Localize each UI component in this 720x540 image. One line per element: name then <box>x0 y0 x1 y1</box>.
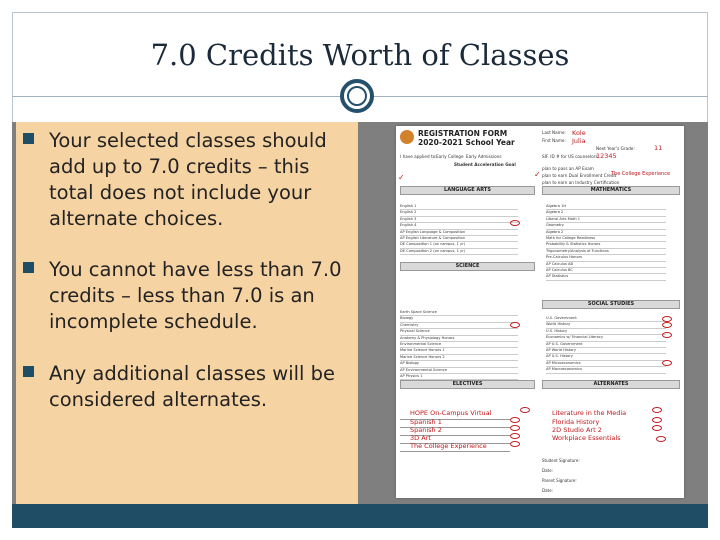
elective-line: The College Experience <box>410 442 487 450</box>
bullet-text: You cannot have less than 7.0 credits – less than 7.0 is an incomplete schedule. <box>49 258 342 333</box>
bullet-text: Your selected classes should add up to 7.0 credits – this total does not include your alternate choices. <box>49 129 327 230</box>
parent-signature-label: Parent Signature: <box>542 478 577 483</box>
list-item: AP English Language & Composition <box>400 230 518 236</box>
ring-ornament-icon <box>340 79 374 113</box>
answer-line <box>400 451 510 452</box>
acceleration-goal: Student Acceleration Goal <box>454 162 516 167</box>
circled-mark-icon <box>656 436 666 442</box>
plan-ap: plan to pass an AP Exam <box>542 166 594 171</box>
elective-line: Spanish 2 <box>410 426 442 434</box>
elective-line: 3D Art <box>410 434 431 442</box>
early-admissions-option: Early Admissions <box>466 154 502 159</box>
circled-mark-icon <box>662 360 672 366</box>
bullet-item <box>24 361 354 413</box>
list-item: English 1 <box>400 204 518 210</box>
bullet-text: Any additional classes will be considered alternates. <box>49 362 336 411</box>
handwritten-last-name: Kole <box>572 129 586 137</box>
id-label: SIF. ID # for US counselors <box>542 154 598 159</box>
applied-label: I have applied to: <box>400 154 437 159</box>
handwritten-id: 12345 <box>596 152 617 160</box>
list-item: DE Composition 1 (on campus, 1 yr) <box>400 242 518 248</box>
elective-line: Spanish 1 <box>410 418 442 426</box>
list-item: Marine Science Honors 1 <box>400 348 518 354</box>
list-item: Biology <box>400 316 518 322</box>
list-item: Algebra 1H <box>546 204 666 210</box>
list-item: Economics w/ Financial Literacy <box>546 335 666 341</box>
mathematics-list <box>546 204 666 281</box>
alternate-line: Literature in the Media <box>552 409 627 417</box>
plan-dual: plan to earn Dual Enrollment Credit <box>542 173 617 178</box>
form-year: 2020-2021 School Year <box>418 138 515 147</box>
circled-mark-icon <box>510 425 520 431</box>
list-item: AP U.S. Government <box>546 342 666 348</box>
circled-mark-icon <box>652 417 662 423</box>
handwritten-first-name: Julia <box>572 137 586 145</box>
list-item: Liberal Arts Math 1 <box>546 217 666 223</box>
list-item: Geometry <box>546 223 666 229</box>
list-item: AP World History <box>546 348 666 354</box>
school-logo-icon <box>400 130 414 144</box>
plan-cert: plan to earn an Industry Certification <box>542 180 620 185</box>
list-item: Chemistry <box>400 323 518 329</box>
list-item: AP Biology <box>400 361 518 367</box>
last-name-label: Last Name: <box>542 130 566 135</box>
list-item: Math for College Readiness <box>546 236 666 242</box>
list-item: English 2 <box>400 210 518 216</box>
early-college-option: Early College <box>436 154 464 159</box>
checkmark-icon: ✓ <box>534 170 541 179</box>
list-item: English 3 <box>400 217 518 223</box>
list-item: AP Macroeconomics <box>546 367 666 373</box>
list-item: AP Microeconomics <box>546 361 666 367</box>
language-arts-list <box>400 204 518 255</box>
section-mathematics: MATHEMATICS <box>542 186 680 195</box>
handwritten-dual-note: The College Experience <box>611 171 671 177</box>
form-title: REGISTRATION FORM <box>418 129 508 138</box>
list-item: English 4 <box>400 223 518 229</box>
checkmark-icon: ✓ <box>398 173 405 182</box>
bullet-list <box>24 128 354 439</box>
list-item: AP Calculus BC <box>546 268 666 274</box>
alternate-line: Workplace Essentials <box>552 434 621 442</box>
science-list <box>400 310 518 380</box>
circled-mark-icon <box>662 322 672 328</box>
list-item: Algebra 2 <box>546 210 666 216</box>
list-item: AP Statistics <box>546 274 666 280</box>
list-item: AP English Literature & Composition <box>400 236 518 242</box>
square-bullet-icon <box>24 263 33 272</box>
circled-mark-icon <box>520 407 530 413</box>
list-item: Probability & Statistics Honors <box>546 242 666 248</box>
first-name-label: First Name: <box>542 138 566 143</box>
list-item: Environmental Science <box>400 342 518 348</box>
list-item: Marine Science Honors 2 <box>400 355 518 361</box>
circled-mark-icon <box>662 332 672 338</box>
bullet-item <box>24 257 354 335</box>
circled-mark-icon <box>510 220 520 226</box>
list-item: AP U.S. History <box>546 354 666 360</box>
elective-line: HOPE On-Campus Virtual <box>410 409 492 417</box>
list-item: DE Composition 2 (on campus, 1 yr) <box>400 249 518 255</box>
list-item: U.S. History <box>546 329 666 335</box>
list-item: AP Physics 1 <box>400 374 518 380</box>
list-item: Algebra 2 <box>546 230 666 236</box>
date-label: Date: <box>542 468 553 473</box>
list-item: Physical Science <box>400 329 518 335</box>
list-item: Pre-Calculus Honors <box>546 255 666 261</box>
square-bullet-icon <box>24 367 33 376</box>
list-item: Trigonometry/Analysis of Functions <box>546 249 666 255</box>
social-studies-list <box>546 316 666 374</box>
square-bullet-icon <box>24 134 33 143</box>
list-item: Earth Space Science <box>400 310 518 316</box>
list-item: AP Calculus AB <box>546 262 666 268</box>
section-alternates: ALTERNATES <box>542 380 680 389</box>
handwritten-grade: 11 <box>654 144 663 152</box>
circled-mark-icon <box>510 417 520 423</box>
bullet-item <box>24 128 354 232</box>
circled-mark-icon <box>510 441 520 447</box>
grade-label: Next Year's Grade: <box>596 146 635 151</box>
slide-title: 7.0 Credits Worth of Classes <box>150 38 570 72</box>
student-signature-label: Student Signature: <box>542 458 580 463</box>
alternate-line: Florida History <box>552 418 600 426</box>
registration-form-image <box>396 126 684 498</box>
list-item: Anatomy & Physiology Honors <box>400 336 518 342</box>
section-science: SCIENCE <box>400 262 535 271</box>
circled-mark-icon <box>652 425 662 431</box>
circled-mark-icon <box>510 322 520 328</box>
list-item: AP Environmental Science <box>400 368 518 374</box>
section-language-arts: LANGUAGE ARTS <box>400 186 535 195</box>
footer-bar <box>12 504 708 528</box>
list-item: World History <box>546 322 666 328</box>
circled-mark-icon <box>652 407 662 413</box>
date-label: Date: <box>542 488 553 493</box>
section-electives: ELECTIVES <box>400 380 535 389</box>
list-item: U.S. Government <box>546 316 666 322</box>
section-social-studies: SOCIAL STUDIES <box>542 300 680 309</box>
circled-mark-icon <box>510 433 520 439</box>
alternate-line: 2D Studio Art 2 <box>552 426 602 434</box>
